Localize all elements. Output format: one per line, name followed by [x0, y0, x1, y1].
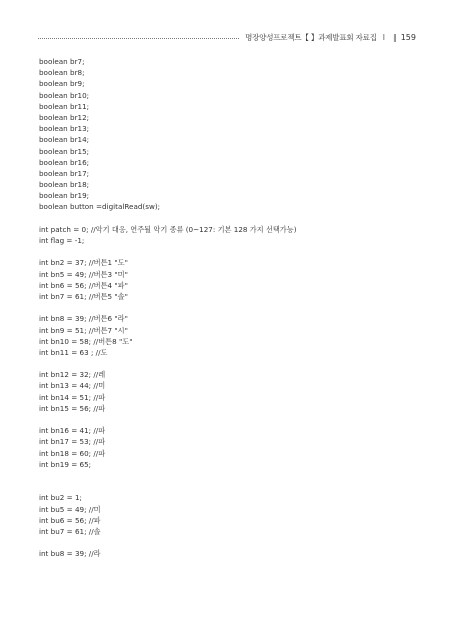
code-line: boolean br9;: [39, 79, 85, 89]
code-line: int flag = -1;: [39, 236, 85, 245]
page-number: 159: [400, 32, 416, 42]
code-line: [39, 470, 419, 481]
code-line: int patch = 0; //악기 대응, 연주될 악기 종류 (0~127: 기본 128 가지 선택가능): [39, 224, 297, 234]
code-line: boolean br17;: [39, 168, 90, 178]
header-divider: ‖: [392, 32, 397, 42]
code-line: [39, 358, 419, 369]
code-line: [39, 537, 419, 548]
code-line: boolean br19;: [39, 191, 90, 201]
header-dotted-rule: [38, 38, 239, 39]
code-line: int bn6 = 56; //버튼4 "파": [39, 280, 128, 290]
code-line: boolean br8;: [39, 68, 85, 78]
code-line: boolean br14;: [39, 135, 90, 145]
code-line: int bn16 = 41; //파: [39, 426, 106, 436]
code-line: int bn15 = 56; //파: [39, 403, 106, 413]
code-line: int bn5 = 49; //버튼3 "미": [39, 269, 128, 279]
code-line: int bu5 = 49; //미: [39, 504, 101, 514]
page-header: [38, 30, 416, 44]
code-line: boolean br15;: [39, 146, 90, 156]
code-line: [39, 213, 419, 224]
code-listing: [39, 56, 419, 559]
header-mark: I: [382, 32, 385, 42]
code-line: int bn2 = 37; //버튼1 "도": [39, 258, 128, 268]
code-line: int bn14 = 51; //파: [39, 392, 106, 402]
code-line: [39, 246, 419, 257]
code-line: int bn18 = 60; //파: [39, 448, 106, 458]
code-line: boolean button =digitalRead(sw);: [39, 202, 161, 212]
code-line: boolean br10;: [39, 90, 90, 100]
code-line: boolean br12;: [39, 112, 90, 122]
code-line: int bn13 = 44; //미: [39, 381, 106, 391]
code-line: [39, 481, 419, 492]
code-line: int bn19 = 65;: [39, 459, 92, 469]
code-line: int bn12 = 32; //레: [39, 370, 106, 380]
code-line: int bn7 = 61; //버튼5 "솔": [39, 291, 128, 301]
code-line: boolean br13;: [39, 124, 90, 134]
code-line: int bn9 = 51; //버튼7 "시": [39, 325, 128, 335]
code-line: int bn10 = 58; //버튼8 "도": [39, 336, 133, 346]
code-line: int bu8 = 39; //라: [39, 549, 101, 559]
code-line: int bn17 = 53; //파: [39, 437, 106, 447]
code-line: [39, 302, 419, 313]
header-title: 명장양성프로젝트【 】과제발표회 자료집: [245, 32, 377, 42]
code-line: int bn8 = 39; //버튼6 "라": [39, 314, 128, 324]
code-line: int bu2 = 1;: [39, 493, 82, 503]
code-line: boolean br18;: [39, 180, 90, 190]
code-line: int bu6 = 56; //파: [39, 515, 101, 525]
code-line: boolean br7;: [39, 57, 85, 66]
code-line: int bu7 = 61; //솔: [39, 526, 101, 536]
code-line: int bn11 = 63 ; //도: [39, 347, 108, 357]
code-line: boolean br16;: [39, 157, 90, 167]
code-line: boolean br11;: [39, 101, 90, 111]
code-line: [39, 414, 419, 425]
